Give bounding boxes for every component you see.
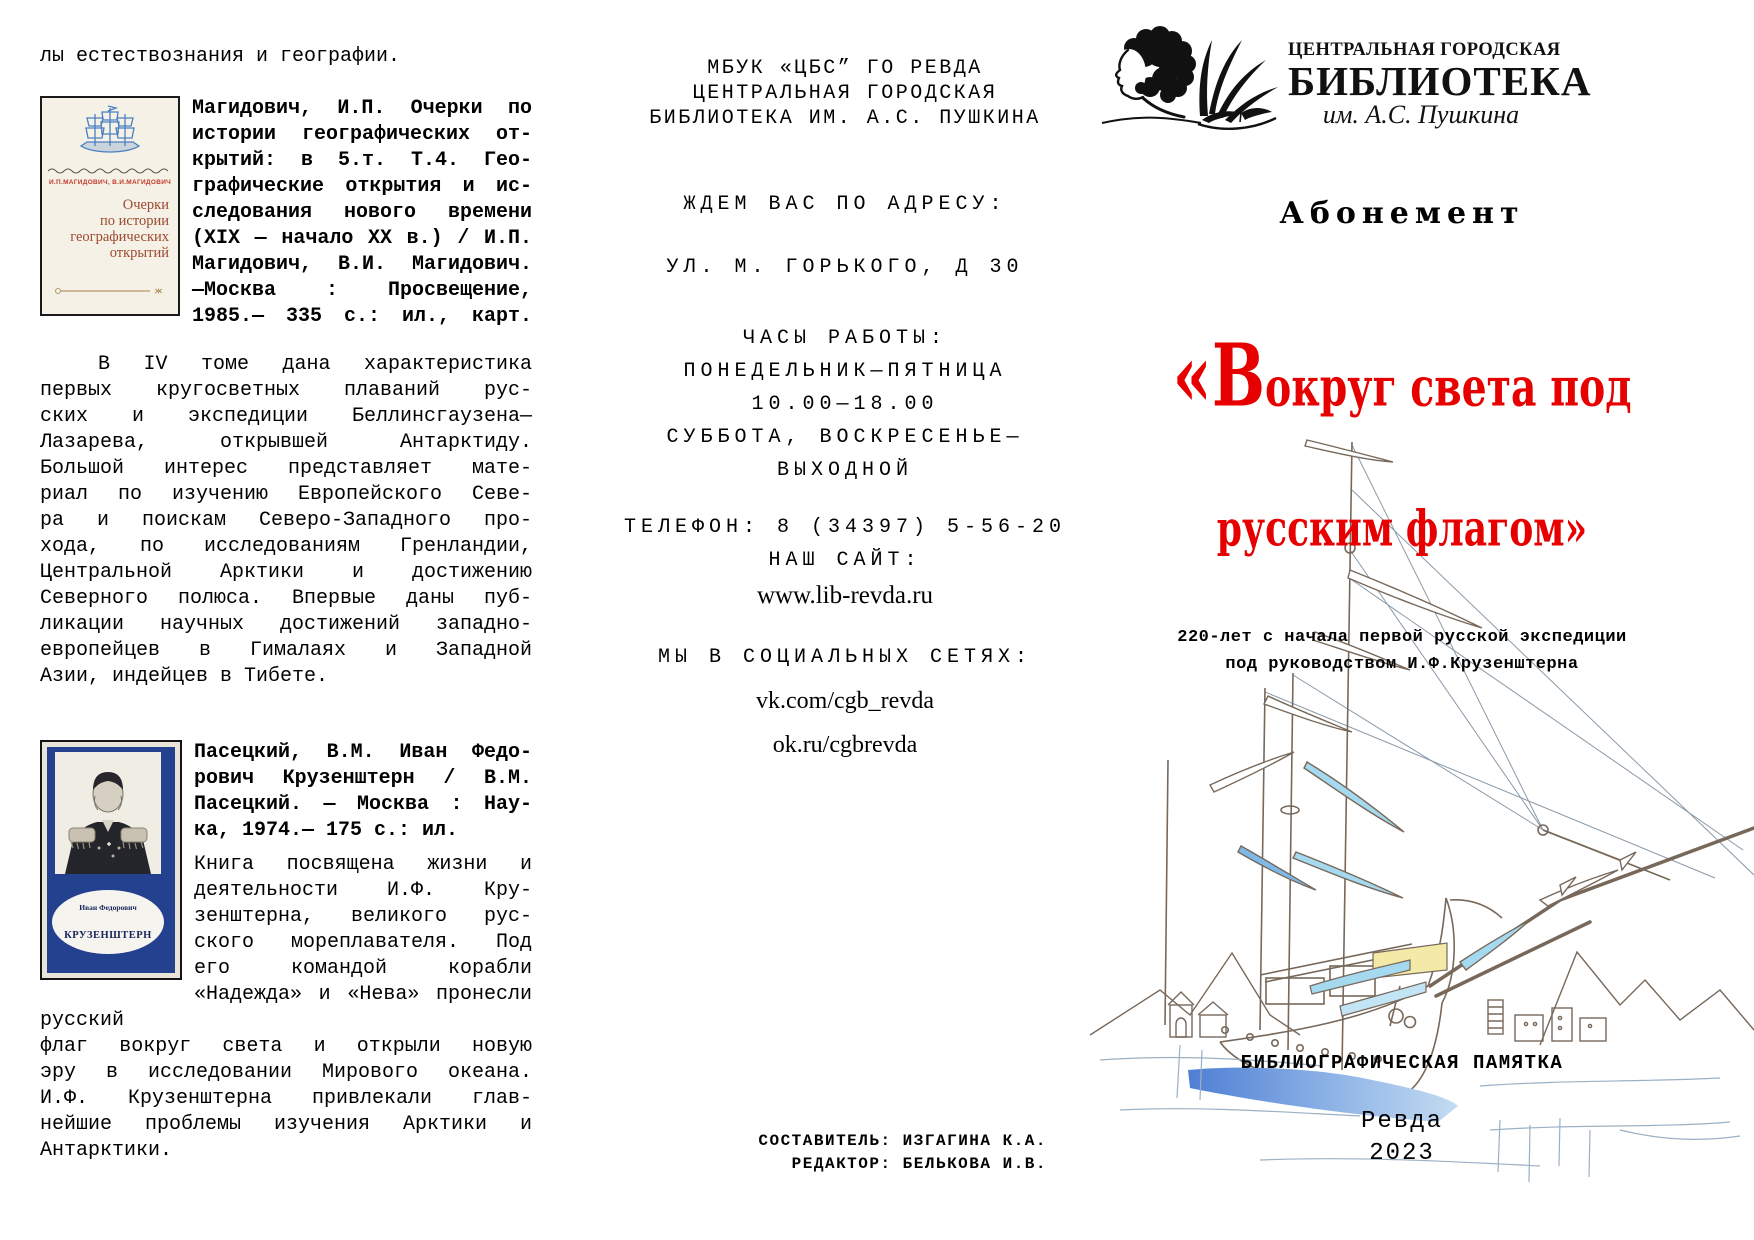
red-title-line1: «Вокруг света под <box>1172 326 1632 427</box>
footer-type-label: БИБЛИОГРАФИЧЕСКАЯ ПАМЯТКА <box>1240 1052 1564 1074</box>
site-heading: НАШ САЙТ: <box>768 549 922 572</box>
social-heading: МЫ В СОЦИАЛЬНЫХ СЕТЯХ: <box>657 646 1033 669</box>
logo-line-central-city: ЦЕНТРАЛЬНАЯ ГОРОДСКАЯ <box>1288 39 1561 60</box>
decorative-rule <box>50 283 170 299</box>
book1-cover-authors: И.П.МАГИДОВИЧ, В.И.МАГИДОВИЧ <box>48 179 172 186</box>
book1-annotation: В IV томе дана характеристика первых кругосветных плаваний рус- ских и экспедиции Беллинсгаузена— Лазарева, открывшей Антарктиду. Большой интерес представляет мате- риал по изучению Европейского Севе- ра и поискам Северо-Западного про- хода, по исследованиям Гренландии, Центральной Арктики и достижению Северного полюса. Впервые даны пуб- ликации научных достижений западно- европейцев в Гималаях и Западной Азии, индейцев в Тибете. <box>40 353 532 688</box>
logo-line-pushkin: им. А.С. Пушкина <box>1322 99 1520 129</box>
book2-cover <box>40 740 182 980</box>
logo-line-library: БИБЛИОТЕКА <box>1288 57 1592 104</box>
wavy-line-divider <box>46 166 174 176</box>
intro-sentence-tail: лы естествознания и географии. <box>40 45 401 68</box>
expedition-subtitle: 220-лет с начала первой русской экспедиции под руководством И.Ф.Крузенштерна <box>1177 628 1627 674</box>
book1-block <box>40 96 532 690</box>
book2-annotation: Книга посвящена жизни и деятельности И.Ф. Кру- зенштерна, великого рус- ского мореплавателя. Под его командой корабли «Надежда» и «Нева» пронесли русский флаг вокруг света и открыли новую эру в исследовании Мирового океана. И.Ф. Крузенштерна привлекали глав- нейшие проблемы изучения Арктики и Антарктики. <box>40 853 532 1162</box>
section-title-abonement: Абонемент <box>1279 196 1525 231</box>
book2-cover-name-large: КРУЗЕНШТЕРН <box>64 930 152 941</box>
left-page-column <box>40 44 532 1164</box>
red-title-line2: русским флагом» <box>1216 500 1588 558</box>
address-heading: ЖДЕМ ВАС ПО АДРЕСУ: <box>683 193 1007 216</box>
book1-cover-title: Очерки по истории географических открытий <box>70 197 169 261</box>
pushkin-book-logo-icon <box>1082 24 1282 144</box>
book2-citation: Пасецкий, В.М. Иван Федо- рович Крузенштерн / В.М. Пасецкий. — Москва : Нау- ка, 1974.— 175 с.: ил. <box>194 741 532 842</box>
sailing-ship-engraving-icon <box>73 104 147 166</box>
credits: СОСТАВИТЕЛЬ: ИЗГАГИНА К.А. РЕДАКТОР: БЕЛЬКОВА И.В. <box>758 1132 1047 1173</box>
book1-cover <box>40 96 180 316</box>
site-url-link[interactable]: www.lib-revda.ru <box>756 582 934 609</box>
library-logo <box>1082 24 1592 144</box>
footer-year: 2023 <box>1369 1140 1435 1167</box>
krusenstern-portrait <box>55 752 161 874</box>
vk-link[interactable]: vk.com/cgb_revda <box>756 688 934 714</box>
opening-hours: ЧАСЫ РАБОТЫ: ПОНЕДЕЛЬНИК—ПЯТНИЦА 10.00—18.00 СУББОТА, ВОСКРЕСЕНЬЕ— ВЫХОДНОЙ <box>666 327 1024 482</box>
book2-cover-name-oval <box>52 890 164 954</box>
phone-line: ТЕЛЕФОН: 8 (34397) 5-56-20 <box>623 516 1067 539</box>
book2-cover-name-small: Иван Федорович <box>79 903 137 912</box>
footer-city: Ревда <box>1360 1108 1443 1135</box>
library-name: МБУК «ЦБС” ГО РЕВДА ЦЕНТРАЛЬНАЯ ГОРОДСКАЯ БИБЛИОТЕКА ИМ. А.С. ПУШКИНА <box>649 57 1041 130</box>
book1-citation: Магидович, И.П. Очерки по истории географических от- крытий: в 5.т. Т.4. Гео- графические открытия и ис- следования нового времени (XIX — начало XX в.) / И.П. Магидович, В.И. Магидович. —Москва : Просвещение, 1985.— 335 с.: ил., карт. <box>192 97 532 328</box>
ok-link[interactable]: ok.ru/cgbrevda <box>772 732 918 758</box>
address-line: УЛ. М. ГОРЬКОГО, Д 30 <box>666 256 1024 279</box>
book2-block <box>40 740 532 1164</box>
